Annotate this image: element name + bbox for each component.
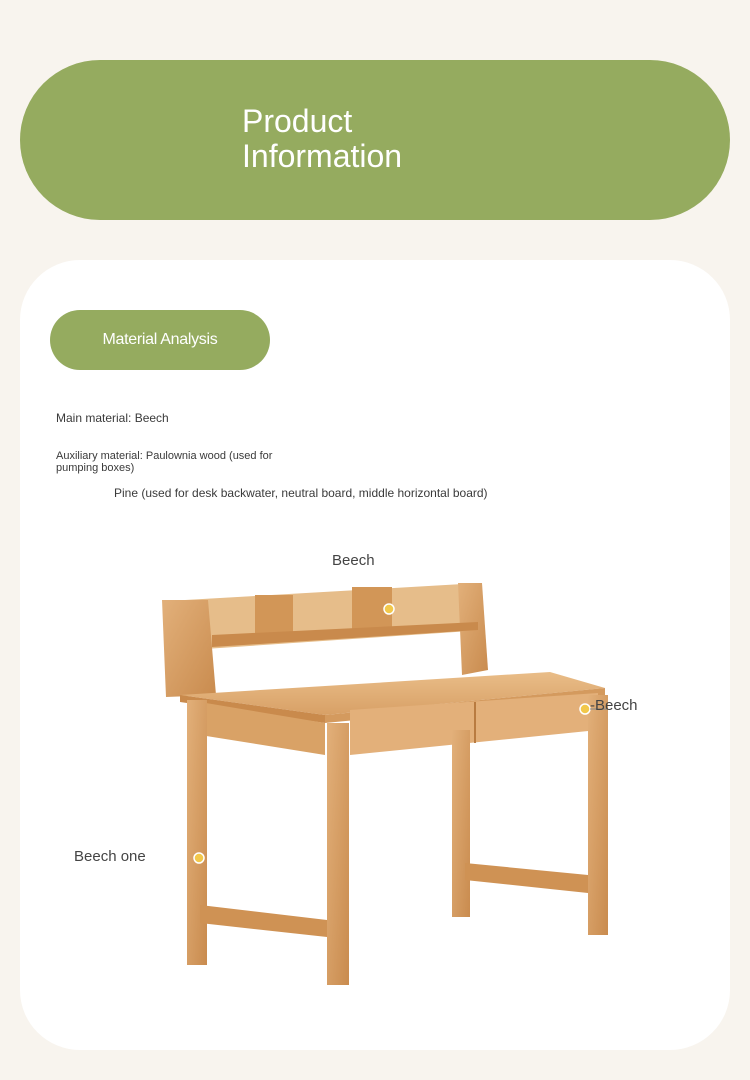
desk-leg	[588, 695, 608, 935]
callout-beech-top: Beech	[332, 552, 375, 569]
section-title-pill: Material Analysis	[50, 310, 270, 370]
material-marker	[384, 604, 394, 614]
material-card	[20, 260, 730, 1050]
desk-leg	[187, 700, 207, 965]
hutch-left-side	[162, 600, 216, 697]
page-title: Product Information	[242, 103, 403, 174]
main-material-text: Main material: Beech	[56, 411, 169, 425]
pine-material-text: Pine (used for desk backwater, neutral board, middle horizontal board)	[114, 486, 488, 500]
desk-stretcher	[465, 863, 588, 893]
desk-leg	[327, 723, 349, 985]
callout-beech-right: -Beech	[590, 697, 638, 714]
auxiliary-material-text: Auxiliary material: Paulownia wood (used for pumping boxes)	[56, 450, 273, 474]
material-marker	[580, 704, 590, 714]
material-marker	[194, 853, 204, 863]
desk-leg	[452, 730, 470, 917]
desk-stretcher	[200, 905, 327, 937]
callout-beech-left: Beech one	[74, 848, 146, 865]
desk-illustration	[160, 575, 620, 995]
header-banner	[20, 60, 730, 220]
